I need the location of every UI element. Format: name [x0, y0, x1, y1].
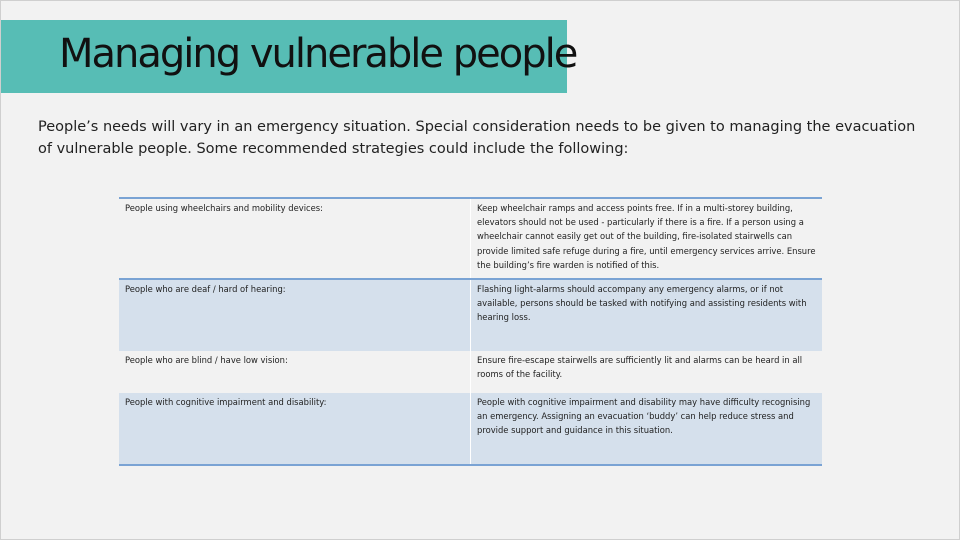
group-cell: People who are blind / have low vision:	[119, 351, 471, 393]
strategy-cell: Ensure fire-escape stairwells are sufficiently lit and alarms can be heard in all rooms of the facility.	[471, 351, 823, 393]
table-row	[119, 279, 822, 351]
group-cell: People who are deaf / hard of hearing:	[119, 279, 471, 351]
table-row	[119, 198, 822, 279]
intro-paragraph: People’s needs will vary in an emergency situation. Special consideration needs to be given to managing the evacuation of vulnerable people. Some recommended strategies could include the following:	[38, 119, 916, 157]
table-row	[119, 351, 822, 393]
strategies-table	[119, 197, 822, 466]
group-cell: People using wheelchairs and mobility devices:	[119, 198, 471, 279]
table-row	[119, 393, 822, 465]
strategy-cell: People with cognitive impairment and disability may have difficulty recognising an emergency. Assigning an evacuation ‘buddy’ can help reduce stress and provide support and guidance in this situation.	[471, 393, 823, 465]
slide-title: Managing vulnerable people	[59, 31, 577, 77]
strategy-cell: Flashing light-alarms should accompany any emergency alarms, or if not available, persons should be tasked with notifying and assisting residents with hearing loss.	[471, 279, 823, 351]
group-cell: People with cognitive impairment and disability:	[119, 393, 471, 465]
strategy-cell: Keep wheelchair ramps and access points free. If in a multi-storey building, elevators should not be used - particularly if there is a fire. If a person using a wheelchair cannot easily get out of the building, fire-isolated stairwells can provide limited safe refuge during a fire, until emergency services arrive. Ensure the building’s fire warden is notified of this.	[471, 198, 823, 279]
